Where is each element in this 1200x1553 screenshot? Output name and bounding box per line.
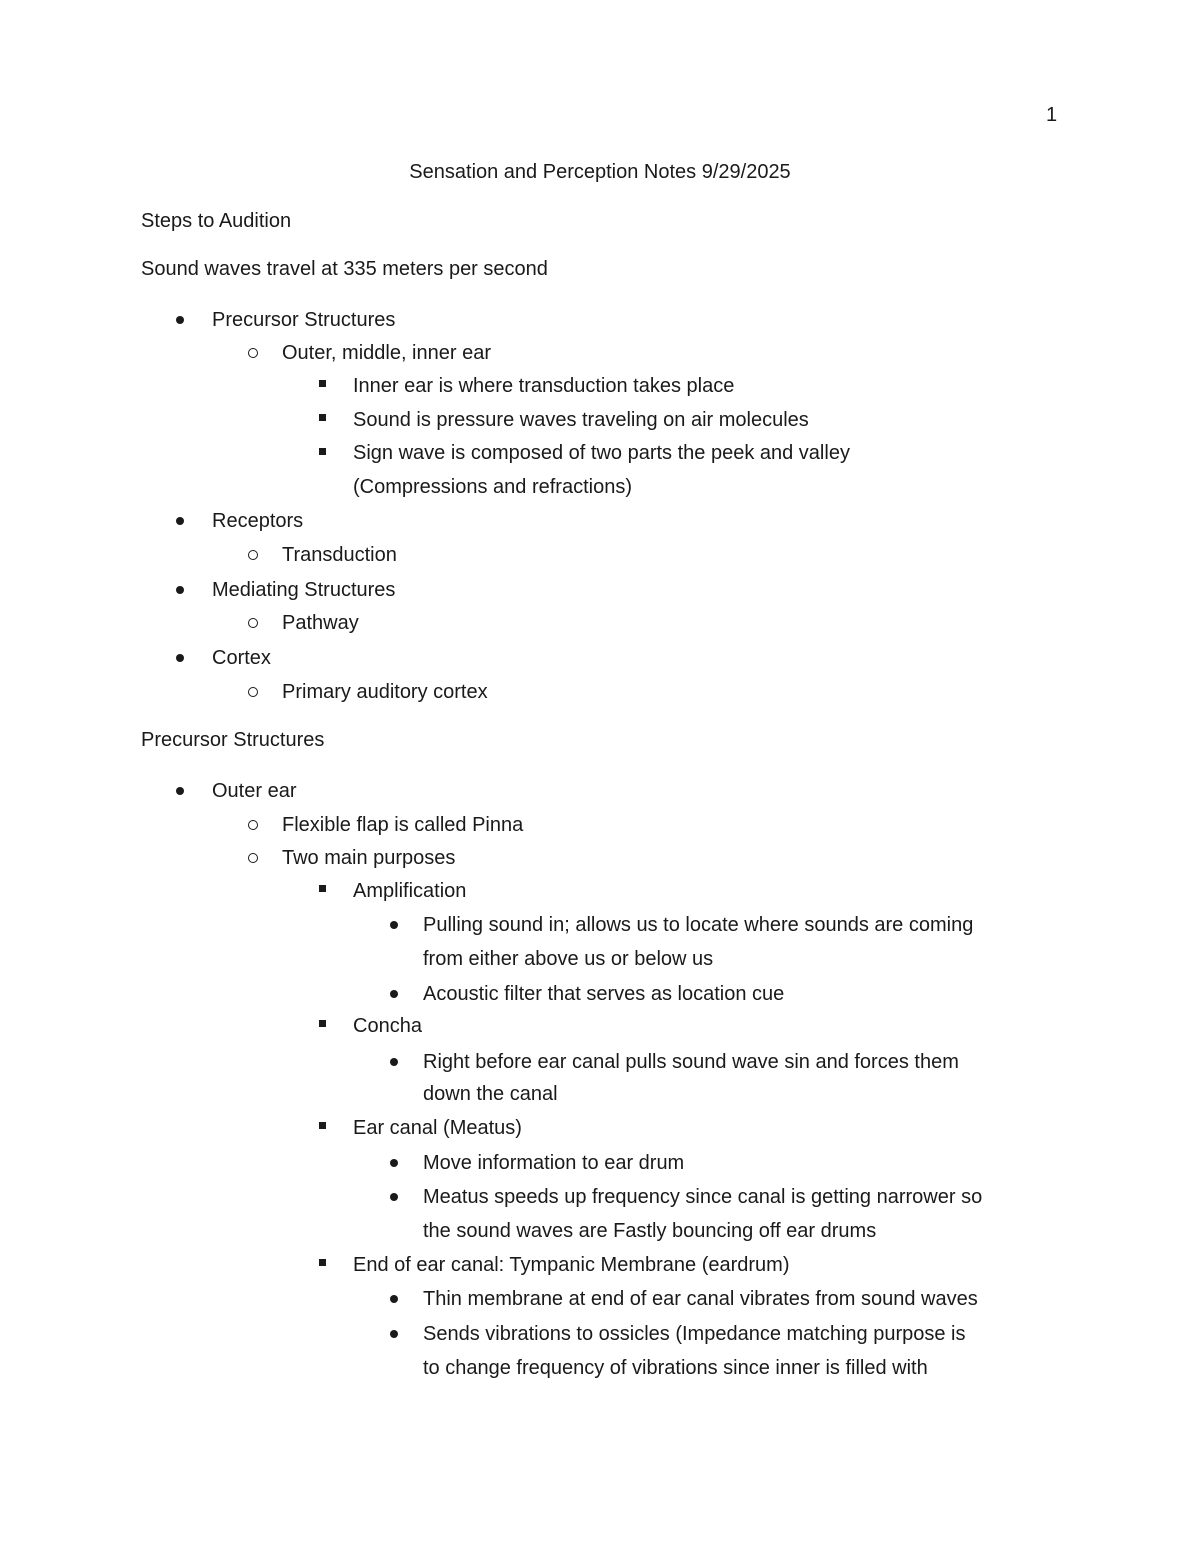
bullet-dot-icon: [176, 316, 184, 324]
list-item: Sends vibrations to ossicles (Impedance matching purpose is: [423, 1323, 966, 1345]
bullet-dot-icon: [390, 1295, 398, 1303]
heading-precursor-structures: Precursor Structures: [141, 729, 325, 751]
list-item: Amplification: [353, 880, 467, 902]
list-item: Pathway: [282, 612, 359, 634]
list-item-continuation: (Compressions and refractions): [353, 476, 632, 498]
list-item: Flexible flap is called Pinna: [282, 814, 524, 836]
bullet-dot-icon: [176, 586, 184, 594]
bullet-circle-icon: [248, 853, 258, 863]
list-item: Right before ear canal pulls sound wave sin and forces them: [423, 1051, 959, 1073]
list-item-continuation: down the canal: [423, 1083, 558, 1105]
list-item: Outer ear: [212, 780, 297, 802]
list-item: Mediating Structures: [212, 579, 396, 601]
list-item: Sound is pressure waves traveling on air molecules: [353, 409, 809, 431]
bullet-dot-icon: [176, 517, 184, 525]
bullet-square-icon: [319, 1259, 326, 1266]
list-item: Pulling sound in; allows us to locate where sounds are coming: [423, 914, 974, 936]
bullet-circle-icon: [248, 687, 258, 697]
bullet-circle-icon: [248, 618, 258, 628]
list-item: Precursor Structures: [212, 309, 396, 331]
list-item: Move information to ear drum: [423, 1152, 685, 1174]
list-item-continuation: from either above us or below us: [423, 948, 714, 970]
list-item: Thin membrane at end of ear canal vibrates from sound waves: [423, 1288, 978, 1310]
list-item: Ear canal (Meatus): [353, 1117, 522, 1139]
bullet-dot-icon: [176, 787, 184, 795]
bullet-square-icon: [319, 414, 326, 421]
list-item: Two main purposes: [282, 847, 456, 869]
bullet-dot-icon: [176, 654, 184, 662]
list-item: Concha: [353, 1015, 422, 1037]
bullet-circle-icon: [248, 550, 258, 560]
bullet-square-icon: [319, 1122, 326, 1129]
list-item: Sign wave is composed of two parts the peek and valley: [353, 442, 850, 464]
list-item: Inner ear is where transduction takes place: [353, 375, 735, 397]
list-item-continuation: to change frequency of vibrations since inner is filled with: [423, 1357, 928, 1379]
bullet-dot-icon: [390, 921, 398, 929]
heading-steps-to-audition: Steps to Audition: [141, 210, 292, 232]
bullet-square-icon: [319, 1020, 326, 1027]
list-item: Outer, middle, inner ear: [282, 342, 491, 364]
bullet-dot-icon: [390, 1058, 398, 1066]
bullet-circle-icon: [248, 348, 258, 358]
bullet-dot-icon: [390, 1330, 398, 1338]
list-item: Meatus speeds up frequency since canal is getting narrower so: [423, 1186, 983, 1208]
list-item: Acoustic filter that serves as location cue: [423, 983, 785, 1005]
bullet-dot-icon: [390, 1193, 398, 1201]
sound-speed-line: Sound waves travel at 335 meters per second: [141, 258, 548, 280]
list-item: End of ear canal: Tympanic Membrane (eardrum): [353, 1254, 790, 1276]
bullet-square-icon: [319, 885, 326, 892]
bullet-dot-icon: [390, 990, 398, 998]
list-item: Transduction: [282, 544, 397, 566]
page-number: 1: [1046, 104, 1058, 126]
bullet-square-icon: [319, 380, 326, 387]
bullet-circle-icon: [248, 820, 258, 830]
list-item-continuation: the sound waves are Fastly bouncing off ear drums: [423, 1220, 877, 1242]
bullet-dot-icon: [390, 1159, 398, 1167]
list-item: Cortex: [212, 647, 271, 669]
list-item: Primary auditory cortex: [282, 681, 488, 703]
bullet-square-icon: [319, 448, 326, 455]
list-item: Receptors: [212, 510, 304, 532]
page-title: Sensation and Perception Notes 9/29/2025: [409, 161, 791, 183]
